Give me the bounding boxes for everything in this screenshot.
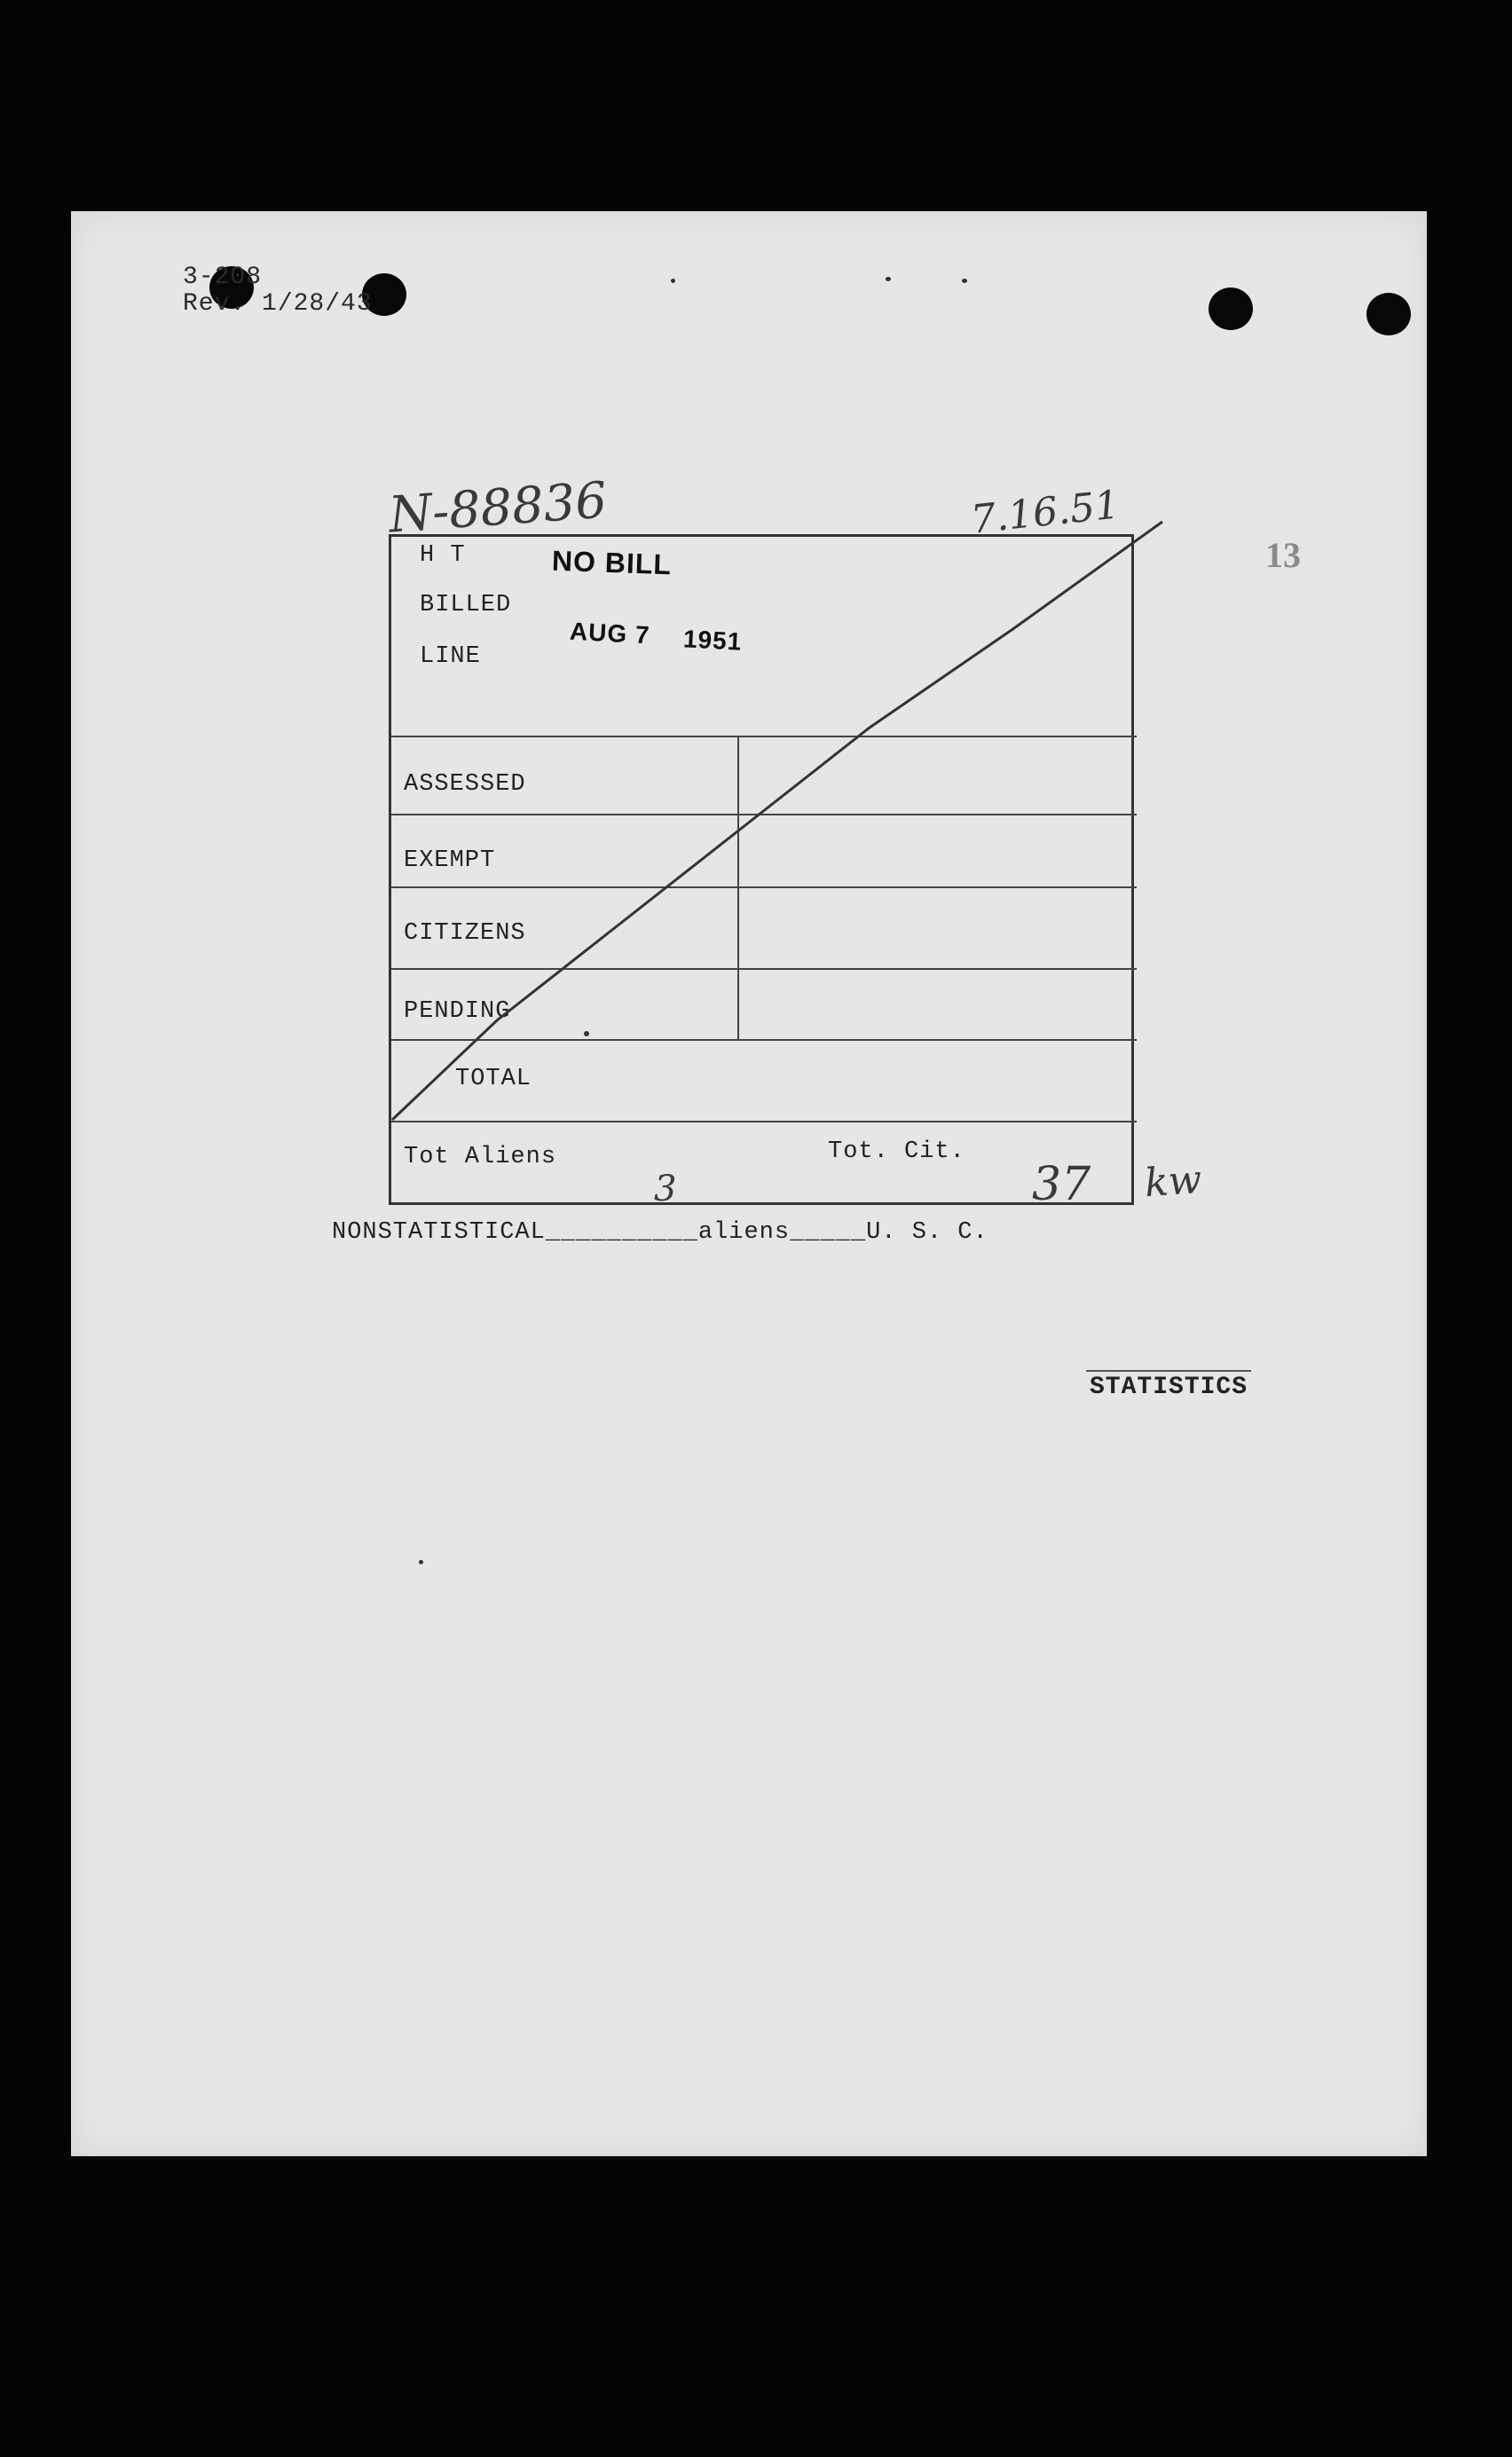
ink-speck [962, 279, 967, 283]
handwritten-tot-aliens-value: 3 [654, 1169, 677, 1209]
ink-speck [584, 1031, 589, 1036]
ink-speck [886, 277, 891, 281]
label-assessed: ASSESSED [404, 771, 526, 798]
page-number: 13 [1265, 535, 1301, 575]
label-ht: H T [420, 542, 466, 569]
label-billed: BILLED [420, 592, 512, 618]
label-citizens: CITIZENS [404, 920, 526, 947]
statistics-label: STATISTICS [1090, 1374, 1248, 1401]
label-pending: PENDING [404, 998, 511, 1025]
handwritten-date: 7.16.51 [968, 482, 1122, 543]
form-number: 3-208 [183, 264, 263, 291]
handwritten-tot-cit-value: 37 [1032, 1158, 1091, 1211]
label-line: LINE [420, 643, 481, 670]
stamp-date-year: 1951 [682, 625, 744, 656]
handwritten-initials: kw [1143, 1156, 1204, 1207]
label-total: TOTAL [455, 1066, 532, 1092]
handwritten-file-number: N-88836 [387, 471, 610, 545]
no-bill-stamp: NO BILL [551, 544, 673, 581]
ink-speck [671, 279, 675, 283]
ink-speck [419, 1560, 423, 1564]
label-tot-aliens: Tot Aliens [404, 1144, 557, 1170]
stamp-date-month-day: AUG 7 [569, 617, 651, 650]
nonstatistical-line: NONSTATISTICAL__________aliens_____U. S. C. [332, 1219, 988, 1246]
form-revision: Rev. 1/28/43 [183, 290, 373, 318]
label-exempt: EXEMPT [404, 847, 496, 874]
label-tot-cit: Tot. Cit. [828, 1138, 965, 1165]
